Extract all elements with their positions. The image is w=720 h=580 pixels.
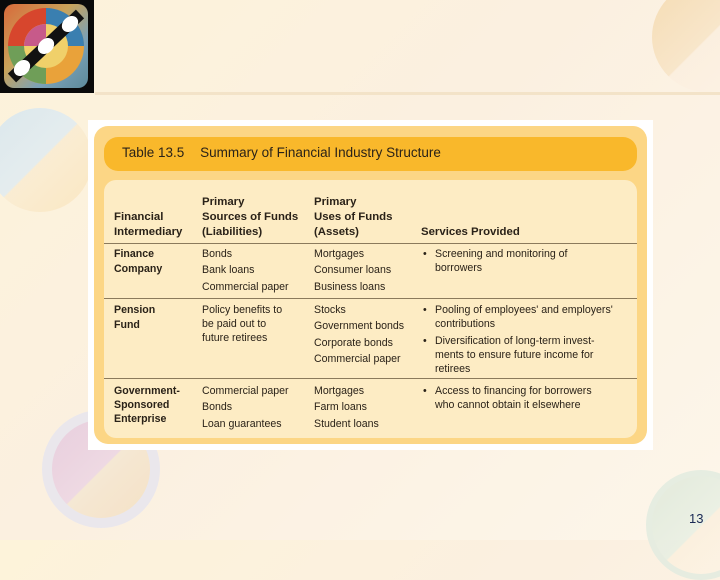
table-frame <box>94 126 647 444</box>
row-name-government-sponsored-enterprise <box>114 384 180 426</box>
cell-line: Business loans <box>314 280 386 293</box>
header-line: Uses of Funds <box>314 211 393 223</box>
cell-line: Commercial paper <box>314 352 401 365</box>
services-pension-fund <box>423 303 613 376</box>
row-name-line: Government- <box>114 385 180 397</box>
table-figure <box>88 120 653 450</box>
cell-line: Commercial paper <box>202 385 289 397</box>
table-number: Table 13.5 <box>122 145 185 160</box>
table-title <box>122 145 441 160</box>
cell-line: Bank loans <box>202 264 255 277</box>
row-name-pension-fund <box>114 303 155 332</box>
cell-line: Commercial paper <box>202 280 289 293</box>
table-rule <box>104 378 637 379</box>
cell-line: Corporate bonds <box>314 336 393 349</box>
cell-line: Government bonds <box>314 320 405 333</box>
cell-line: ments to ensure future income for <box>435 349 594 361</box>
header-line: (Assets) <box>314 226 359 238</box>
cell-line: Mortgages <box>314 385 365 397</box>
decorative-circle-top-right <box>652 0 720 92</box>
cell-line: be paid out to <box>202 318 267 330</box>
header-divider <box>95 92 720 95</box>
row-name-line: Pension <box>114 304 156 316</box>
cell-line: contributions <box>435 318 496 330</box>
cell-line: • Pooling of employees' and employers' <box>435 304 613 316</box>
header-line: Sources of Funds <box>202 211 299 223</box>
row-name-line: Enterprise <box>114 413 167 425</box>
cell-line: who cannot obtain it elsewhere <box>435 399 581 411</box>
sources-pension-fund <box>202 303 282 345</box>
page-number: 13 <box>689 511 704 526</box>
service-bullet <box>423 303 613 331</box>
circles-logo-icon <box>4 4 88 88</box>
cell-line: • Screening and monitoring of <box>435 248 568 260</box>
uses-gse <box>314 383 379 432</box>
header-sources-of-funds <box>202 195 298 240</box>
header-line: Financial <box>114 211 164 223</box>
row-name-line: Sponsored <box>114 399 170 411</box>
service-bullet <box>423 334 613 376</box>
cell-line: future retirees <box>202 332 268 344</box>
cell-line: • Access to financing for borrowers <box>435 385 592 397</box>
header-line: Primary <box>202 196 245 208</box>
service-bullet <box>423 247 568 275</box>
header-line: Primary <box>314 196 357 208</box>
header-line: Services Provided <box>421 226 520 238</box>
cell-line: Student loans <box>314 417 379 430</box>
cell-line: Policy benefits to <box>202 304 283 316</box>
logo <box>0 0 94 93</box>
sources-finance-company <box>202 246 289 295</box>
decorative-circle-left <box>0 108 92 212</box>
cell-line: Loan guarantees <box>202 417 282 430</box>
cell-line: Stocks <box>314 304 346 316</box>
cell-line: Mortgages <box>314 248 365 260</box>
row-name-finance-company <box>114 247 162 276</box>
cell-line: • Diversification of long-term invest- <box>435 335 595 347</box>
sources-gse <box>202 383 289 432</box>
decorative-circle-bottom-right <box>646 470 720 580</box>
cell-line: retirees <box>435 363 471 375</box>
row-name-line: Company <box>114 262 163 275</box>
header-line: (Liabilities) <box>202 226 263 238</box>
table-title-bar <box>104 137 637 171</box>
header-uses-of-funds <box>314 195 392 240</box>
table-caption: Summary of Financial Industry Structure <box>200 145 441 160</box>
row-name-line: Fund <box>114 318 140 331</box>
cell-line: Bonds <box>202 401 233 414</box>
uses-finance-company <box>314 246 391 295</box>
service-bullet <box>423 384 592 412</box>
header-financial-intermediary <box>114 210 182 240</box>
services-gse <box>423 384 592 412</box>
uses-pension-fund <box>314 302 404 367</box>
cell-line: borrowers <box>435 262 483 274</box>
header-line: Intermediary <box>114 226 183 238</box>
table-rule <box>104 243 637 244</box>
table-rule <box>104 298 637 299</box>
cell-line: Consumer loans <box>314 264 392 277</box>
services-finance-company <box>423 247 568 275</box>
row-name-line: Finance <box>114 248 155 260</box>
cell-line: Farm loans <box>314 401 367 414</box>
cell-line: Bonds <box>202 248 233 260</box>
header-services-provided <box>421 225 520 240</box>
